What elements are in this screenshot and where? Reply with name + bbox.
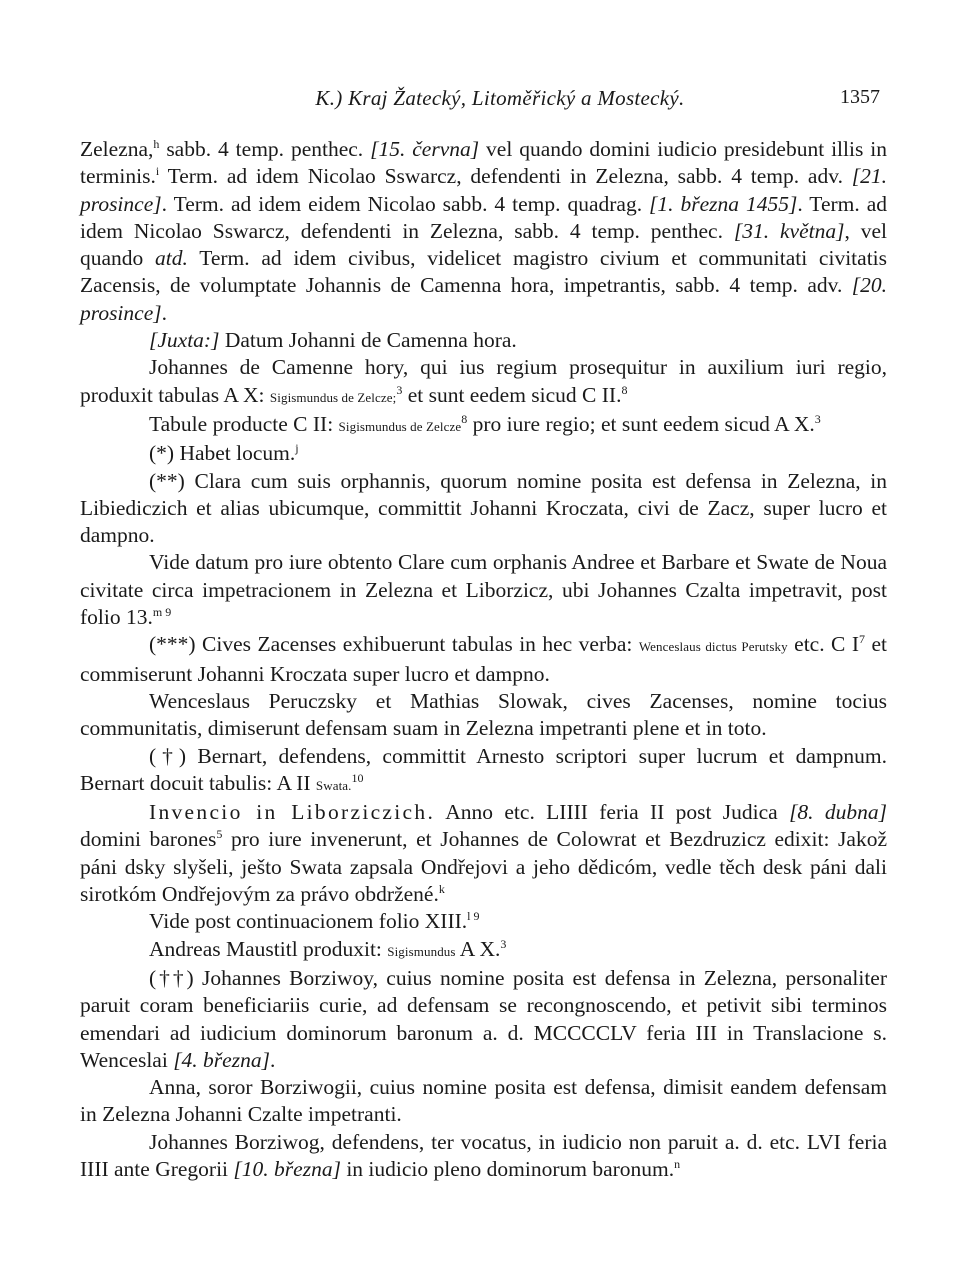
paragraph-15: Anna, soror Borziwogii, cuius nomine posita est defensa, dimisit eandem defensam in Zelezna Johanni Czalte impetranti.: [80, 1075, 887, 1127]
text: .: [161, 300, 167, 325]
text: Johannes Borziwog, defendens, ter vocatus, in iudicio non paruit a. d. etc. LVI feria IIII ante Gregorii: [80, 1129, 887, 1181]
footnote-ref: 8: [461, 411, 468, 426]
header-title: K.) Kraj Žatecký, Litoměřický a Mostecký.: [315, 86, 685, 110]
text: Term. ad idem civibus, videlicet magistro civium et communitati civitatis Zacensis, de volumptate Johannis de Camenna hora, impetrantis, sabb. 4 temp. adv.: [80, 246, 888, 298]
paragraph-2: [80, 327, 887, 354]
editorial-date: [20. prosince]: [80, 273, 887, 325]
text: Tabule producte C II:: [149, 411, 339, 436]
footnote-ref: 7: [859, 632, 866, 647]
paragraph-11: [80, 799, 887, 908]
running-header: [80, 86, 880, 116]
footnote-ref: j: [295, 441, 299, 456]
text-body: [80, 136, 887, 1183]
text: Anno etc. LIIII feria II post Judica: [435, 800, 790, 825]
footnote-ref: 3: [814, 411, 821, 426]
editorial-date: [10. března]: [233, 1156, 341, 1181]
editorial-date: [8. dubna]: [789, 800, 888, 825]
small-print-text: Swata.: [315, 777, 352, 793]
text: Vide datum pro iure obtento Clare cum orphanis Andree et Barbare et Swate de Noua civitate circa impetracionem in Zelezna et Liborzicz, ubi Johannes Czalta impetravit, post folio 13.: [80, 550, 887, 630]
spaced-heading: Invencio in Liborziczich.: [149, 800, 436, 825]
footnote-ref: i: [155, 164, 160, 179]
footnote-ref: l 9: [467, 909, 480, 924]
paragraph-12: [80, 908, 887, 935]
text: Term. ad idem Nicolao Sswarcz, defendenti in Zelezna, sabb. 4 temp. adv.: [159, 164, 852, 189]
text: pro iure invenerunt, et Johannes de Colowrat et Bezdruzicz edixit: Jakož páni dsky slyšeli, ješto Swata zapsala Ondřejovi a jeho dědicóm, vedle těch desk páni dali sirotkóm Ondřejovým za právo obdržené.: [80, 827, 887, 907]
paragraph-4: [80, 411, 887, 440]
text: domini barones: [80, 827, 217, 852]
text: et commiserunt Johanni Kroczata super lucro et dampno.: [80, 632, 887, 686]
small-print-text: Sigismundus de Zelcze: [338, 418, 462, 434]
editorial-date: [31. května]: [733, 218, 845, 243]
paragraph-7: [80, 549, 887, 631]
text: . Term. ad idem Nicolao Sswarcz, defendenti in Zelezna, sabb. 4 temp. penthec.: [80, 191, 887, 243]
footnote-ref: 5: [216, 827, 223, 842]
small-print-text: Sigismundus de Zelcze;: [269, 389, 397, 405]
text: (†) Bernart, defendens, committit Arnesto scriptori super lucrum et dampnum. Bernart docuit tabulis: A II: [80, 743, 887, 795]
text: vel quando domini iudicio presidebunt illis in terminis.: [80, 137, 887, 189]
page-number: 1357: [840, 86, 880, 108]
text: , vel quando: [80, 218, 887, 271]
text: etc. C I: [787, 632, 860, 657]
text: in iudicio pleno dominorum baronum.: [340, 1156, 675, 1181]
editorial-date: [4. března]: [173, 1047, 270, 1072]
paragraph-5: [80, 440, 887, 467]
text: pro iure regio; et sunt eedem sicud A X.: [467, 411, 815, 436]
paragraph-8: [80, 631, 887, 688]
text: sabb. 4 temp. penthec.: [159, 137, 371, 161]
editorial-note: [Juxta:]: [149, 328, 220, 353]
paragraph-13: [80, 936, 887, 965]
paragraph-3: [80, 354, 887, 411]
text: Johannes de Camenne hory, qui ius regium prosequitur in auxilium iuri regio, produxit tabulas A X:: [80, 355, 887, 407]
text: Vide post continuacionem folio XIII.: [149, 909, 468, 934]
editorial-date: [21. prosince]: [80, 164, 887, 216]
text: (††) Johannes Borziwoy, cuius nomine posita est defensa in Zelezna, personaliter paruit coram beneficiariis curie, ad defensam se recongnoscendo, et petivit sibi terminos emendari ad iudicium dominorum baronum a. d. MCCCCLV feria III in Translacione s. Wenceslai: [80, 965, 887, 1072]
text: (*) Habet locum.: [149, 441, 296, 466]
footnote-ref: 10: [351, 770, 364, 785]
editorial-date: [15. června]: [370, 137, 480, 161]
paragraph-10: [80, 743, 887, 800]
text: et sunt eedem sicud C II.: [402, 382, 622, 407]
paragraph-14: [80, 965, 887, 1074]
footnote-ref: k: [438, 882, 445, 897]
footnote-ref: 8: [621, 382, 628, 397]
footnote-ref: n: [674, 1156, 681, 1171]
paragraph-1: [80, 136, 887, 327]
text: Zelezna,: [80, 137, 154, 161]
text: A X.: [455, 936, 501, 961]
paragraph-9: Wenceslaus Peruczsky et Mathias Slowak, cives Zacenses, nomine tocius communitatis, dimiserunt defensam suam in Zelezna impetranti plene et in toto.: [80, 688, 887, 741]
text: (***) Cives Zacenses exhibuerunt tabulas in hec verba:: [149, 632, 639, 657]
editorial-abbrev: atd.: [155, 246, 188, 271]
footnote-ref: 3: [500, 936, 507, 951]
text: . Term. ad idem eidem Nicolao sabb. 4 temp. quadrag.: [161, 191, 650, 216]
small-print-text: Sigismundus: [387, 943, 456, 959]
editorial-date: [1. března 1455]: [649, 191, 798, 216]
text: .: [269, 1047, 276, 1072]
footnote-ref: h: [153, 137, 160, 151]
footnote-ref: m 9: [152, 605, 172, 620]
small-print-text: Wenceslaus dictus Perutsky: [638, 639, 788, 655]
paragraph-16: [80, 1129, 887, 1184]
paragraph-6: (**) Clara cum suis orphannis, quorum nomine posita est defensa in Zelezna, in Libiediczich et alias ubicumque, committit Johanni Kroczata, civi de Zacz, super lucro et dampno.: [80, 468, 887, 548]
text: Andreas Maustitl produxit:: [149, 936, 388, 961]
text: Datum Johanni de Camenna hora.: [219, 328, 517, 353]
footnote-ref: 3: [396, 382, 403, 397]
